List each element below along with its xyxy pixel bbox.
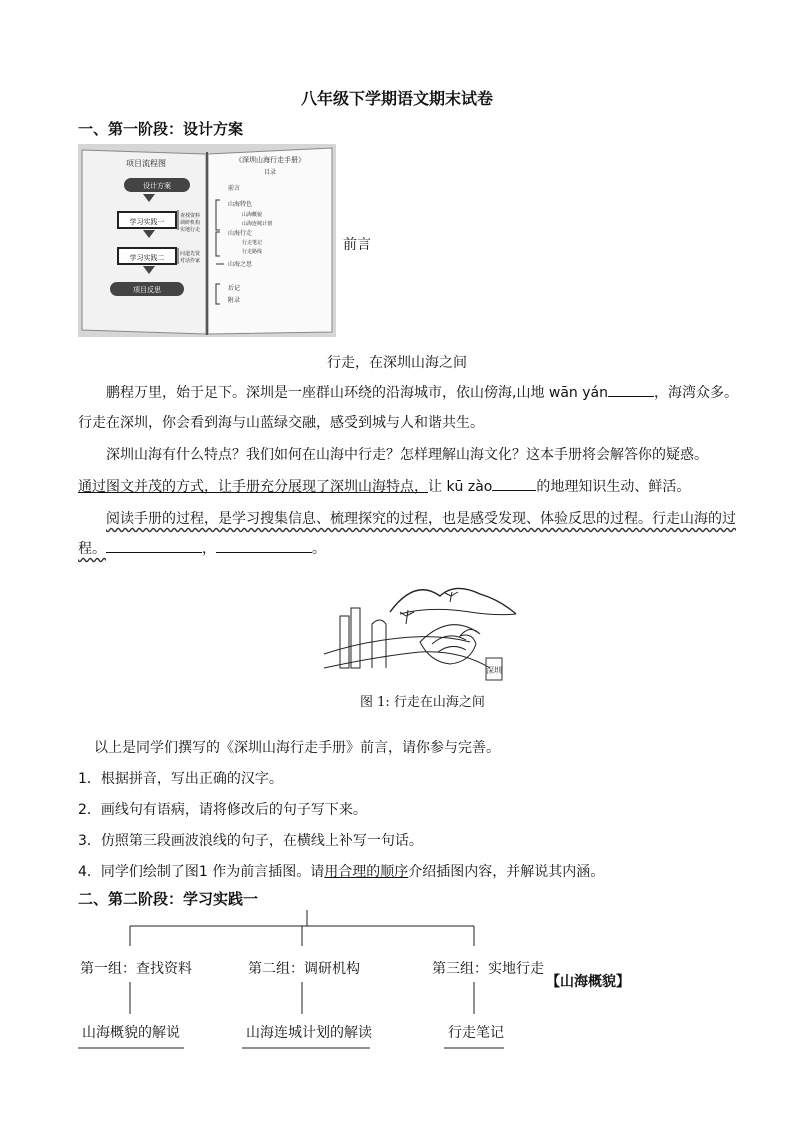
paragraph-3 [78,472,738,502]
group-2-label: 第二组：调研机构 [248,961,360,977]
toc-postscript: 后记 [228,285,241,292]
toc-title: 《深圳山海行走手册》 [235,156,305,164]
toc-walk: 山海行走 [228,230,253,237]
question-4 [78,861,604,881]
paragraph-4 [78,504,738,564]
intro-line: 以上是同学们撰写的《深圳山海行走手册》前言，请你参与完善。 [94,740,500,756]
page-title: 八年级下学期语文期末试卷 [300,89,493,108]
underlined-sentence: 通过图文并茂的方式，让手册充分展现了深圳山海特点， [78,479,428,495]
question-3: 3．仿照第三段画波浪线的句子，在横线上补写一句话。 [78,833,423,849]
figure-seal: 深圳 [486,666,502,675]
blank-fill-2[interactable] [216,536,312,553]
figure-caption: 图 1: 行走在山海之间 [360,695,485,710]
flow-box-practice2: 学习实践二 [129,254,165,262]
group-tree-diagram [60,906,740,1056]
paragraph-1-text-a: 鹏程万里，始于足下。深圳是一座群山环绕的沿海城市，依山傍海,山地 wān yán [106,385,608,401]
toc-features: 山海特色 [228,201,253,208]
paragraph-4-sep: ， [202,541,216,557]
mountain-tag: 【山海概貌】 [546,974,630,990]
section-heading-2: 二、第二阶段：学习实践一 [78,890,259,908]
flow-side-1c: 实地行走 [180,227,201,233]
flow-side-1a: 查找资料 [180,213,201,219]
blank-fill-1[interactable] [106,536,202,553]
question-1: 1．根据拼音，写出正确的汉字。 [78,771,283,787]
paragraph-3-text-b: 让 kū zào [428,479,493,495]
question-4-text-c: 介绍插图内容，并解说其内涵。 [408,864,605,880]
flow-side-2a: 问道先贤 [180,251,201,257]
toc-notes: 行走笔记 [242,240,263,246]
blank-kuzao[interactable] [492,474,536,491]
leaf-2-label: 山海连城计划的解读 [246,1025,372,1041]
toc-sub: 目录 [263,169,277,176]
toc-overview: 山海概貌 [242,212,263,218]
leaf-1-label: 山海概貌的解说 [82,1025,180,1041]
book-image [78,144,336,337]
flow-side-2b: 对话作家 [180,258,201,264]
paragraph-1-text-b: ，海湾众多。行走在深圳，你会看到海与山蓝绿交融，感受到城与人和谐共生。 [78,385,738,431]
paragraph-1 [78,378,738,438]
question-4-underline: 用合理的顺序 [324,864,409,880]
question-4-text-a: 4．同学们绘制了图1 作为前言插图。请 [78,864,325,880]
leaf-3-label: 行走笔记 [448,1025,504,1041]
blank-wanyan[interactable] [608,380,654,397]
question-2: 2．画线句有语病，请将修改后的句子写下来。 [78,802,367,818]
paragraph-2: 深圳山海有什么特点？我们如何在山海中行走？怎样理解山海文化？这本手册将会解答你的疑惑。 [106,447,708,463]
flow-side-1b: 调研机构 [180,220,201,226]
flow-box-design: 设计方案 [143,182,171,190]
group-3-label: 第三组：实地行走 [432,961,544,977]
paragraph-4-end: 。 [312,541,326,557]
toc-preface: 前言 [228,185,241,192]
toc-appendix: 附录 [228,297,241,304]
wavy-sentence: 阅读手册的过程，是学习搜集信息、梳理探究的过程，也是感受发现、体验反思的过程。行走山海的过程。 [78,511,736,557]
toc-thought: 山海之思 [228,261,253,268]
paragraph-3-text-c: 的地理知识生动、鲜活。 [536,479,691,495]
group-1-label: 第一组：查找资料 [80,961,192,977]
flow-box-practice1: 学习实践一 [129,218,165,226]
toc-route: 行走路线 [242,249,263,255]
figure-1-illustration [320,572,520,720]
flow-title: 项目流程图 [126,159,166,168]
preface-label: 前言 [343,237,371,253]
toc-plan: 山海连城计划 [242,221,273,227]
flow-box-reflect: 项目反思 [133,286,161,294]
section-heading-1: 一、第一阶段：设计方案 [78,120,244,138]
preface-title: 行走，在深圳山海之间 [327,355,467,371]
